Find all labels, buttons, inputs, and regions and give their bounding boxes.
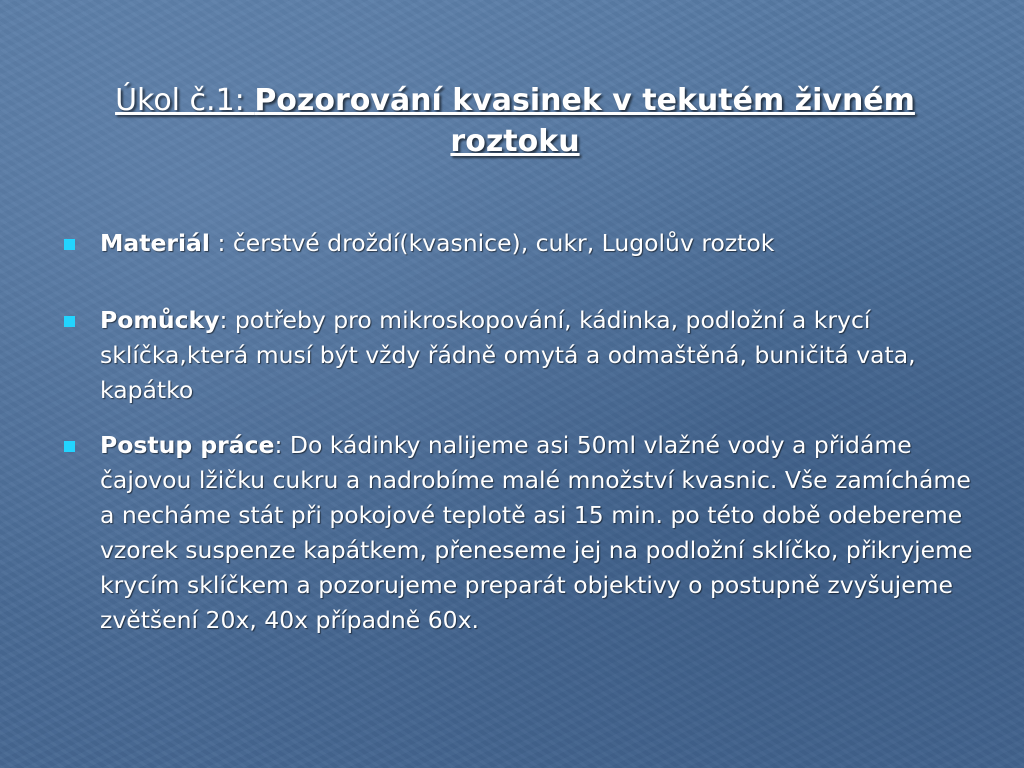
bullet-label: Pomůcky — [100, 306, 220, 334]
bullet-text: potřeby pro mikroskopování, kádinka, podložní a krycí sklíčka,která musí být vždy řádně omytá a odmaštěná, buničitá vata, kapátko — [100, 306, 916, 404]
bullet-text: čerstvé droždí(kvasnice), cukr, Lugolův roztok — [232, 229, 775, 257]
bullet-list — [62, 226, 982, 638]
bullet-item-material — [62, 226, 982, 261]
bullet-item-postup — [62, 428, 982, 638]
square-bullet-icon — [64, 316, 75, 327]
bullet-text: Do kádinky nalijeme asi 50ml vlažné vody a přidáme čajovou lžičku cukru a nadrobíme malé množství kvasnic. Vše zamícháme a necháme stát při pokojové teplotě asi 15 min. po této době odebereme vzorek suspenze kapátkem, přeneseme jej na podložní sklíčko, přikryjeme krycím sklíčkem a pozorujeme preparát objektivy o postupně zvyšujeme zvětšení 20x, 40x případně 60x. — [100, 431, 973, 634]
bullet-separator: : — [274, 431, 290, 459]
square-bullet-icon — [64, 441, 75, 452]
bullet-item-pomucky — [62, 303, 982, 408]
bullet-separator: : — [209, 229, 233, 257]
bullet-label: Materiál — [100, 229, 210, 257]
square-bullet-icon — [64, 239, 75, 250]
title-main: Pozorování kvasinek v tekutém živném roztoku — [254, 83, 915, 159]
title-prefix: Úkol č.1: — [115, 83, 255, 118]
bullet-separator: : — [219, 306, 235, 334]
slide-title — [90, 80, 940, 162]
bullet-label: Postup práce — [100, 431, 275, 459]
